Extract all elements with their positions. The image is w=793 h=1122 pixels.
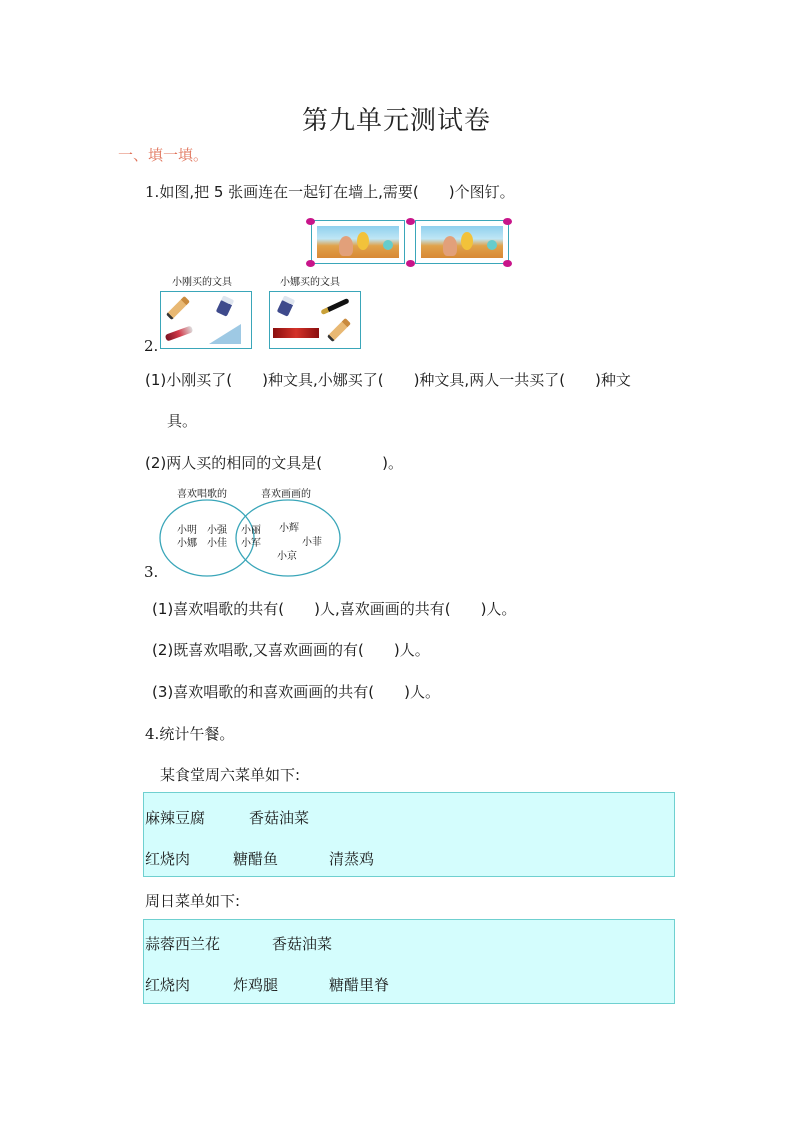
- sunday-menu-intro: 周日菜单如下:: [145, 892, 241, 910]
- question-text: 如图,把 5 张画连在一起钉在墙上,需要( )个图钉。: [159, 183, 515, 201]
- venn-name: 小京: [277, 551, 297, 562]
- pencil-sharpener-icon: [165, 325, 194, 341]
- stationery-box-xiaogang: [160, 291, 252, 349]
- ruler-icon: [273, 328, 319, 338]
- question-number: 3.: [144, 563, 159, 581]
- q2-sub1-line2: 具。: [167, 412, 198, 430]
- menu-item: 糖醋里脊: [329, 976, 390, 994]
- eraser-icon: [277, 295, 295, 316]
- venn-name: 小辉: [279, 523, 299, 534]
- set-square-icon: [209, 324, 241, 344]
- box-label-xiaogang: 小刚买的文具: [172, 277, 232, 288]
- menu-item: 香菇油菜: [249, 809, 310, 827]
- picture-frame-1: [311, 220, 405, 264]
- box-label-xiaona: 小娜买的文具: [280, 277, 340, 288]
- picture-frame-2: [415, 220, 509, 264]
- q2-sub2: (2)两人买的相同的文具是( )。: [145, 454, 403, 472]
- question-number: 4.: [145, 725, 160, 743]
- question-4: [145, 723, 234, 744]
- pushpin-icon: [406, 260, 415, 267]
- pushpin-icon: [306, 260, 315, 267]
- venn-name: 小明: [177, 525, 197, 536]
- q3-sub2: (2)既喜欢唱歌,又喜欢画画的有( )人。: [152, 641, 430, 659]
- eraser-icon: [216, 295, 234, 316]
- kids-painting-image: [317, 226, 399, 258]
- section-heading: 一、填一填。: [118, 146, 209, 164]
- venn-label-singing: 喜欢唱歌的: [177, 489, 227, 500]
- venn-name: 小强: [207, 525, 227, 536]
- venn-name: 小佳: [207, 538, 227, 549]
- stationery-box-xiaona: [269, 291, 361, 349]
- question-1: [145, 181, 515, 202]
- menu-item: 蒜蓉西兰花: [145, 935, 221, 953]
- menu-item: 红烧肉: [145, 976, 191, 994]
- saturday-menu-box: [143, 792, 675, 877]
- menu-item: 清蒸鸡: [329, 850, 375, 868]
- q3-sub3: (3)喜欢唱歌的和喜欢画画的共有( )人。: [152, 683, 440, 701]
- q2-sub1-line1: (1)小刚买了( )种文具,小娜买了( )种文具,两人一共买了( )种文: [145, 371, 631, 389]
- question-title: 统计午餐。: [159, 725, 235, 743]
- venn-name: 小丽: [241, 525, 261, 536]
- pushpin-icon: [503, 260, 512, 267]
- pencil-icon: [166, 296, 190, 320]
- pencil-icon: [327, 318, 351, 342]
- pushpin-icon: [503, 218, 512, 225]
- fountain-pen-icon: [320, 298, 349, 315]
- menu-item: 红烧肉: [145, 850, 191, 868]
- question-number: 1.: [145, 183, 160, 201]
- q3-sub1: (1)喜欢唱歌的共有( )人,喜欢画画的共有( )人。: [152, 600, 517, 618]
- kids-painting-image: [421, 226, 503, 258]
- sunday-menu-box: [143, 919, 675, 1004]
- page-title: 第九单元测试卷: [301, 106, 491, 136]
- menu-item: 炸鸡腿: [233, 976, 279, 994]
- venn-name: 小军: [241, 538, 261, 549]
- venn-name: 小娜: [177, 538, 197, 549]
- venn-name: 小菲: [302, 537, 322, 548]
- menu-item: 糖醋鱼: [233, 850, 279, 868]
- menu-item: 麻辣豆腐: [145, 809, 206, 827]
- pushpin-icon: [406, 218, 415, 225]
- saturday-menu-intro: 某食堂周六菜单如下:: [160, 766, 301, 784]
- menu-item: 香菇油菜: [272, 935, 333, 953]
- venn-label-drawing: 喜欢画画的: [261, 489, 311, 500]
- pushpin-icon: [306, 218, 315, 225]
- question-number: 2.: [144, 337, 159, 355]
